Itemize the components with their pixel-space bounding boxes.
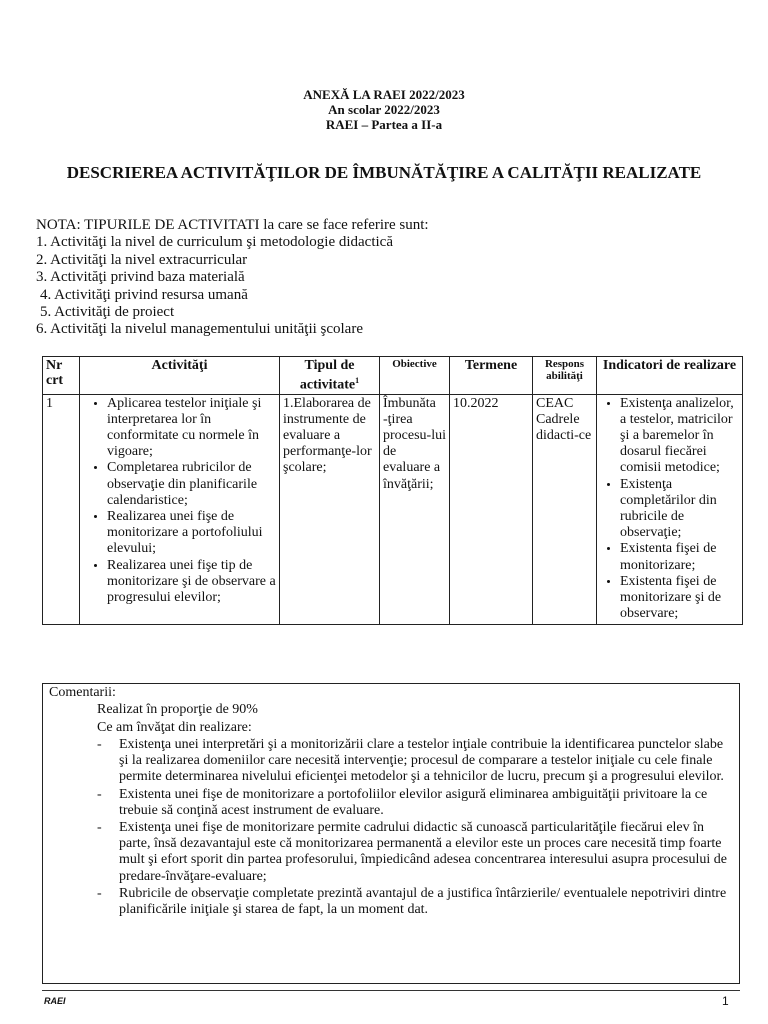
comment-text: Existenţa unei fişe de monitorizare permite cadrului didactic să cunoască particularităţile fiecărui elev în parte, însă dezavantajul este că monitorizarea permanentă a elevilor este un proces care necesită timp foarte mult şi efort sporit din partea profesorului, împiedicând adesea concentrarea interesului asupra procesului de predare-învăţare-evaluare;: [119, 820, 728, 884]
comment-text: Rubricile de observaţie completate prezintă avantajul de a justifica întârzierile/ eventualele nepotriviri dintre planificările iniţiale şi starea de fapt, la un moment dat.: [119, 885, 727, 918]
list-item: • Existenţa completărilor din rubricile de observaţie;: [620, 477, 739, 542]
comments-list: [95, 737, 735, 919]
table-row: [43, 394, 743, 624]
cell-tipul: 1.Elaborarea de instrumente de evaluare a performanţe-lor şcolare;: [280, 394, 380, 624]
dash-bullet: -: [97, 885, 102, 901]
nota-intro: NOTA: TIPURILE DE ACTIVITATI la care se face referire sunt:: [36, 217, 429, 233]
footer-divider: [42, 990, 740, 991]
cell-activitati: [80, 394, 280, 624]
list-item: • Aplicarea testelor iniţiale şi interpretarea lor în conformitate cu normele în vigoare;: [107, 396, 276, 461]
list-item: [95, 787, 735, 819]
comments-box: [42, 683, 740, 984]
dash-bullet: -: [97, 820, 102, 836]
dash-bullet: -: [97, 786, 102, 802]
header-activitati: Activităţi: [80, 357, 280, 395]
list-item: [95, 737, 735, 786]
document-title: DESCRIEREA ACTIVITĂŢILOR DE ÎMBUNĂTĂŢIRE A CALITĂŢII REALIZATE: [66, 163, 702, 182]
header-tipul: [280, 357, 380, 395]
list-item: • Completarea rubricilor de observaţie din planificarile calendaristice;: [107, 460, 276, 509]
nota-item: 3. Activităţi privind baza materială: [36, 269, 245, 286]
cell-responsabilitati: CEAC Cadrele didacti-ce: [533, 394, 597, 624]
header-line-1: ANEXĂ LA RAEI 2022/2023: [303, 87, 465, 102]
header-obiective: Obiective: [380, 357, 450, 395]
indicatori-list: [600, 396, 739, 623]
nota-item: 1. Activităţi la nivel de curriculum şi metodologie didactică: [36, 234, 393, 251]
nota-item: 2. Activităţi la nivel extracurricular: [36, 251, 248, 268]
cell-indicatori: [597, 394, 743, 624]
cell-termene: 10.2022: [450, 394, 533, 624]
list-item: • Realizarea unei fişe tip de monitorizare şi de observare a progresului elevilor;: [107, 558, 276, 607]
activities-table: [42, 356, 743, 625]
list-item: • Existenta fişei de monitorizare şi de observare;: [620, 574, 739, 623]
cell-nr: 1: [43, 394, 80, 624]
nota-item: 5. Activităţi de proiect: [40, 304, 175, 321]
comments-title: Comentarii:: [49, 685, 116, 700]
list-item: [95, 886, 735, 918]
header-nr: Nr crt: [43, 357, 80, 395]
dash-bullet: -: [97, 737, 102, 752]
header-indicatori: Indicatori de realizare: [597, 357, 743, 395]
comment-text: Existenţa unei interpretări şi a monitorizării clare a testelor inţiale contribuie la identificarea punctelor slabe şi la realizarea domeniilor care necesită intervenţie; procesul de comparare a testelor iniţiale cu cele finale permite determinarea nivelului eficienţei metodelor şi a tehnicilor de lucru, precum şi a progresului elevilor.: [119, 737, 724, 785]
header-tipul-text: Tipul de activitate: [299, 358, 356, 393]
list-item: • Realizarea unei fişe de monitorizare a portofoliului elevului;: [107, 509, 276, 558]
nota-section: [36, 217, 429, 339]
header-responsabilitati: Respons abilităţi: [533, 357, 597, 395]
page-number: 1: [722, 994, 729, 1008]
list-item: [95, 820, 735, 885]
activitati-list: [83, 396, 276, 607]
list-item: • Existenţa analizelor, a testelor, matricilor şi a baremelor în dosarul fiecărei comisii metodice;: [620, 396, 739, 477]
comments-learned: Ce am învăţat din realizare:: [97, 720, 252, 735]
cell-obiective: Îmbunăta -ţirea procesu-lui de evaluare a învăţării;: [380, 394, 450, 624]
table-header-row: [43, 357, 743, 395]
header-line-2: An scolar 2022/2023: [328, 102, 440, 117]
list-item: • Existenta fişei de monitorizare;: [620, 541, 739, 573]
header-line-3: RAEI – Partea a II-a: [325, 117, 443, 132]
header-termene: Termene: [450, 357, 533, 395]
nota-item: 4. Activităţi privind resursa umană: [40, 286, 248, 303]
footer-label: RAEI: [44, 996, 66, 1006]
footnote-marker: 1: [355, 376, 360, 385]
comments-realizat: Realizat în proporţie de 90%: [97, 702, 258, 717]
nota-item: 6. Activităţi la nivelul managementului unităţii şcolare: [36, 321, 363, 338]
comment-text: Existenta unei fişe de monitorizare a portofoliilor elevilor asigură eliminarea ambiguităţii privitoare la ce trebuie să conţină acest instrument de evaluare.: [119, 786, 708, 818]
